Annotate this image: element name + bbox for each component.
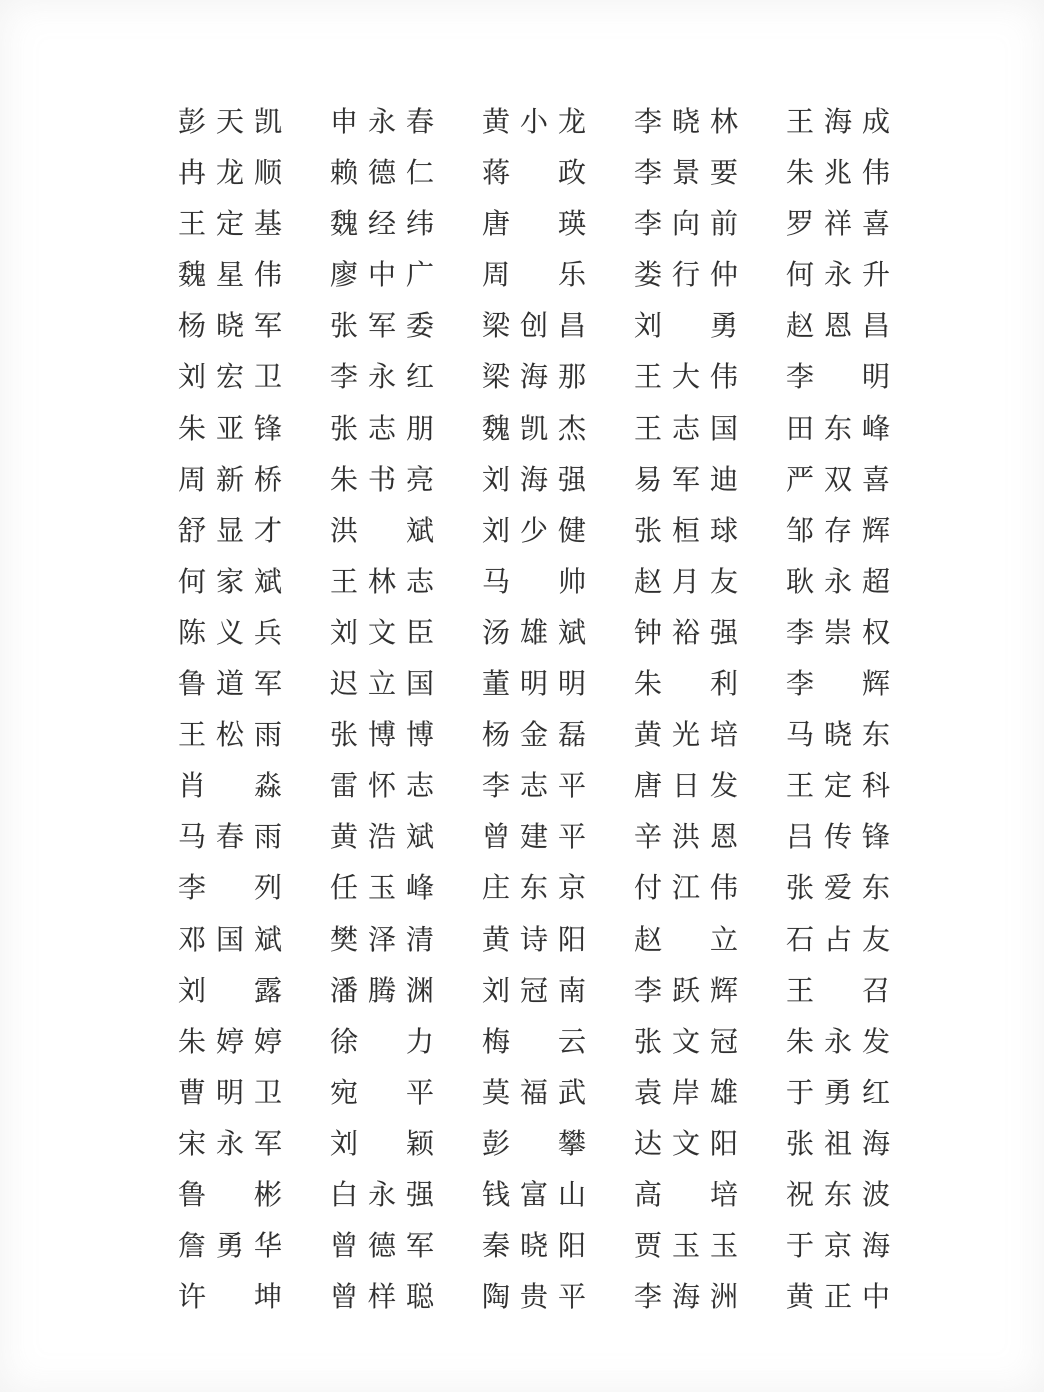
person-name: 刘海强 [482,464,586,496]
person-name: 邹存辉 [786,515,890,547]
person-name: 李向前 [634,209,738,241]
person-name: 于勇红 [786,1077,890,1109]
person-name: 钟裕强 [634,617,738,649]
person-name: 李海洲 [634,1282,738,1314]
person-name: 唐日发 [634,771,738,803]
person-name: 何永升 [786,260,890,292]
person-name: 迟立国 [330,669,434,701]
person-name: 曾德军 [330,1231,434,1263]
person-name: 何家斌 [178,566,282,598]
person-name: 刘少健 [482,515,586,547]
person-name: 蒋政 [482,158,586,190]
person-name: 刘勇 [634,311,738,343]
person-name: 杨金磊 [482,720,586,752]
person-name: 张军委 [330,311,434,343]
person-name: 廖中广 [330,260,434,292]
person-name: 朱婷婷 [178,1026,282,1058]
person-name: 梅云 [482,1026,586,1058]
person-name: 钱富山 [482,1179,586,1211]
person-name: 王松雨 [178,720,282,752]
person-name: 王海成 [786,107,890,138]
person-name: 秦晓阳 [482,1231,586,1263]
person-name: 付江伟 [634,873,738,905]
person-name: 庄东京 [482,873,586,905]
person-name: 徐力 [330,1026,434,1058]
person-name: 赵月友 [634,566,738,598]
person-name: 刘冠南 [482,975,586,1007]
person-name: 娄行仲 [634,260,738,292]
person-name: 辛洪恩 [634,822,738,854]
person-name: 刘文臣 [330,617,434,649]
person-name: 朱亚锋 [178,413,282,445]
person-name: 李景要 [634,158,738,190]
person-name: 李志平 [482,771,586,803]
person-name: 曾建平 [482,822,586,854]
person-name: 莫福武 [482,1077,586,1109]
person-name: 赖德仁 [330,158,434,190]
person-name: 陈义兵 [178,617,282,649]
person-name: 魏凯杰 [482,413,586,445]
person-name: 冉龙顺 [178,158,282,190]
person-name: 朱利 [634,669,738,701]
person-name: 田东峰 [786,413,890,445]
person-name: 朱永发 [786,1026,890,1058]
person-name: 张博博 [330,720,434,752]
person-name: 李永红 [330,362,434,394]
person-name: 朱兆伟 [786,158,890,190]
person-name: 马春雨 [178,822,282,854]
person-name: 李列 [178,873,282,905]
person-name: 鲁彬 [178,1179,282,1211]
person-name: 肖淼 [178,771,282,803]
person-name: 李辉 [786,669,890,701]
person-name: 曾样聪 [330,1282,434,1314]
person-name: 黄诗阳 [482,924,586,956]
person-name: 刘露 [178,975,282,1007]
person-name: 舒显才 [178,515,282,547]
person-name: 魏经纬 [330,209,434,241]
person-name: 董明明 [482,669,586,701]
person-name: 魏星伟 [178,260,282,292]
person-name: 易军迪 [634,464,738,496]
person-name: 杨晓军 [178,311,282,343]
person-name: 赵立 [634,924,738,956]
person-name: 刘颖 [330,1128,434,1160]
names-grid [178,97,1044,1323]
person-name: 汤雄斌 [482,617,586,649]
person-name: 王大伟 [634,362,738,394]
person-name: 梁海那 [482,362,586,394]
person-name: 黄小龙 [482,107,586,138]
person-name: 唐瑛 [482,209,586,241]
person-name: 王林志 [330,566,434,598]
person-name: 李崇权 [786,617,890,649]
person-name: 于京海 [786,1231,890,1263]
person-name: 鲁道军 [178,669,282,701]
person-name: 申永春 [330,107,434,138]
person-name: 詹勇华 [178,1231,282,1263]
person-name: 梁创昌 [482,311,586,343]
person-name: 许坤 [178,1282,282,1314]
person-name: 樊泽清 [330,924,434,956]
person-name: 雷怀志 [330,771,434,803]
person-name: 潘腾渊 [330,975,434,1007]
person-name: 李明 [786,362,890,394]
person-name: 李跃辉 [634,975,738,1007]
person-name: 李晓林 [634,107,738,138]
person-name: 黄正中 [786,1282,890,1314]
person-name: 王召 [786,975,890,1007]
person-name: 任玉峰 [330,873,434,905]
person-name: 王定基 [178,209,282,241]
person-name: 张志朋 [330,413,434,445]
person-name: 白永强 [330,1179,434,1211]
person-name: 王定科 [786,771,890,803]
person-name: 黄浩斌 [330,822,434,854]
person-name: 刘宏卫 [178,362,282,394]
person-name: 赵恩昌 [786,311,890,343]
person-name: 陶贵平 [482,1282,586,1314]
person-name: 张桓球 [634,515,738,547]
person-name: 彭攀 [482,1128,586,1160]
person-name: 吕传锋 [786,822,890,854]
person-name: 周新桥 [178,464,282,496]
person-name: 张祖海 [786,1128,890,1160]
person-name: 朱书亮 [330,464,434,496]
person-name: 贾玉玉 [634,1231,738,1263]
person-name: 达文阳 [634,1128,738,1160]
person-name: 耿永超 [786,566,890,598]
person-name: 宛平 [330,1077,434,1109]
person-name: 黄光培 [634,720,738,752]
person-name: 邓国斌 [178,924,282,956]
person-name: 严双喜 [786,464,890,496]
person-name: 马晓东 [786,720,890,752]
person-name: 洪斌 [330,515,434,547]
person-name: 高培 [634,1179,738,1211]
person-name: 罗祥喜 [786,209,890,241]
person-name: 曹明卫 [178,1077,282,1109]
person-name: 袁岸雄 [634,1077,738,1109]
person-name: 宋永军 [178,1128,282,1160]
person-name: 周乐 [482,260,586,292]
person-name: 马帅 [482,566,586,598]
person-name: 张文冠 [634,1026,738,1058]
person-name: 王志国 [634,413,738,445]
person-name: 张爱东 [786,873,890,905]
person-name: 石占友 [786,924,890,956]
person-name: 彭天凯 [178,107,282,138]
person-name: 祝东波 [786,1179,890,1211]
